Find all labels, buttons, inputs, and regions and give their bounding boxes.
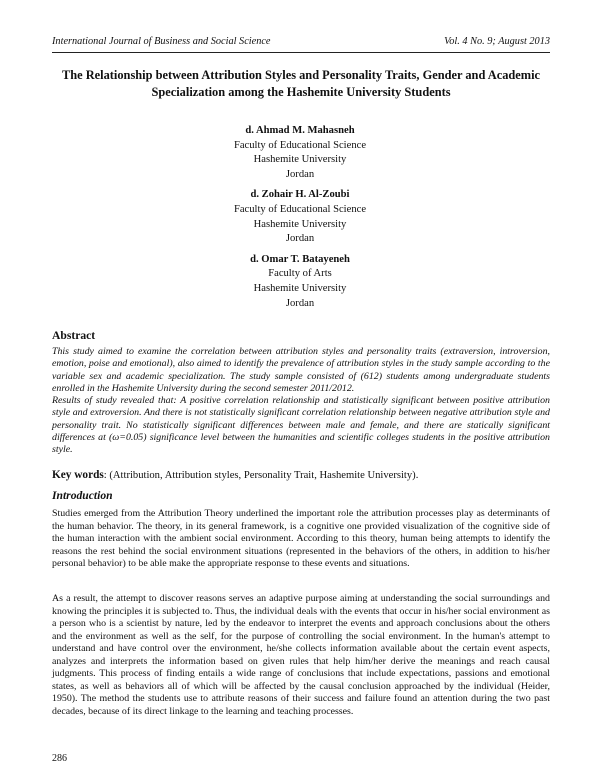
author-faculty: Faculty of Educational Science <box>233 203 367 215</box>
introduction-heading: Introduction <box>52 489 113 502</box>
author-faculty: Faculty of Arts <box>268 268 332 280</box>
introduction-paragraph: As a result, the attempt to discover reasons serves an adaptive purpose aiming at understanding the social surroundings and knowing the principles it is subjected to. Thus, the individual deals with the events that occur in his/her social environment as a person who is a scientist by nature, led by the endeavor to interpret the events and approach conclusions about the others and the environment as well as the self, for the purpose of controlling the social environment. In the human's attempt to understand and have control over the environment, he/she collects information available about the certain event aspects, analyzes and interprets the information based on given rules that help him/her derive the meanings and reach causal judgments. This process of finding entails a wide range of conclusions that include expectations, passions and emotional states, as well as behaviors all of which will be affected by the causal conclusion approached by the individual (Heider, 1950). The method the students use to attribute reasons of their success and failure found an attention during the two past decades, because of its direct linkage to the learning and teaching processes. <box>52 593 550 717</box>
author-name: d. Ahmad M. Mahasneh <box>245 125 355 136</box>
abstract-body <box>52 346 550 457</box>
abstract-heading: Abstract <box>52 329 96 342</box>
paper-title: The Relationship between Attribution Styles and Personality Traits, Gender and Academic Specialization among the Hashemite University Students <box>61 68 541 99</box>
abstract-paragraph: Results of study revealed that: A positive correlation relationship and statistically significant between positive attribution style and extroversion. And there is not statistically significant correlation relationship between negative attribution style and personality trait. No statistically significant differences between male and female, and there are statically significant differences at (ω=0.05) significance level between the humanities and scientific colleges students in the positive attribution style. <box>52 395 550 456</box>
introduction-paragraph: Studies emerged from the Attribution Theory underlined the important role the attribution processes play as determinants of the human behavior. The theory, in its general framework, is a cognitive one provided visualization of the cognitive side of the human interaction with the ambient social environment. According to this theory, human being attempts to identify the reasons the rest behind the social environment situations (represented in the behaviors of the others, in addition to his/her personal behavior) to be able make the appropriate response to these events and situations. <box>52 508 550 569</box>
author-university: Hashemite University <box>253 218 347 230</box>
author-3 <box>0 253 600 311</box>
header-rule <box>52 52 550 53</box>
keywords-label: Key words <box>52 469 104 481</box>
author-block <box>0 124 600 317</box>
abstract-paragraph: This study aimed to examine the correlation between attribution styles and personality traits (extraversion, introversion, emotion, poise and emotional), also aimed to identify the prevalence of attribution styles in the study sample according to the variable sex and academic specialization. The study sample consisted of (612) students among undergraduate students enrolled in the Hashemite University during the second semester 2011/2012. <box>52 346 550 394</box>
author-university: Hashemite University <box>253 154 347 166</box>
author-country: Jordan <box>285 297 315 309</box>
author-university: Hashemite University <box>253 282 347 294</box>
issue-info: Vol. 4 No. 9; August 2013 <box>444 36 550 47</box>
page-number: 286 <box>52 753 67 764</box>
author-country: Jordan <box>285 233 315 245</box>
author-name: d. Zohair H. Al-Zoubi <box>250 189 350 201</box>
author-name: d. Omar T. Batayeneh <box>250 253 350 265</box>
running-header <box>52 36 550 50</box>
author-faculty: Faculty of Educational Science <box>233 139 367 151</box>
keywords-text: : (Attribution, Attribution styles, Personality Trait, Hashemite University). <box>103 470 419 481</box>
author-country: Jordan <box>285 168 315 180</box>
author-2 <box>0 188 600 246</box>
author-1 <box>0 124 600 182</box>
journal-name: International Journal of Business and Social Science <box>52 36 271 47</box>
keywords-line <box>52 469 550 481</box>
